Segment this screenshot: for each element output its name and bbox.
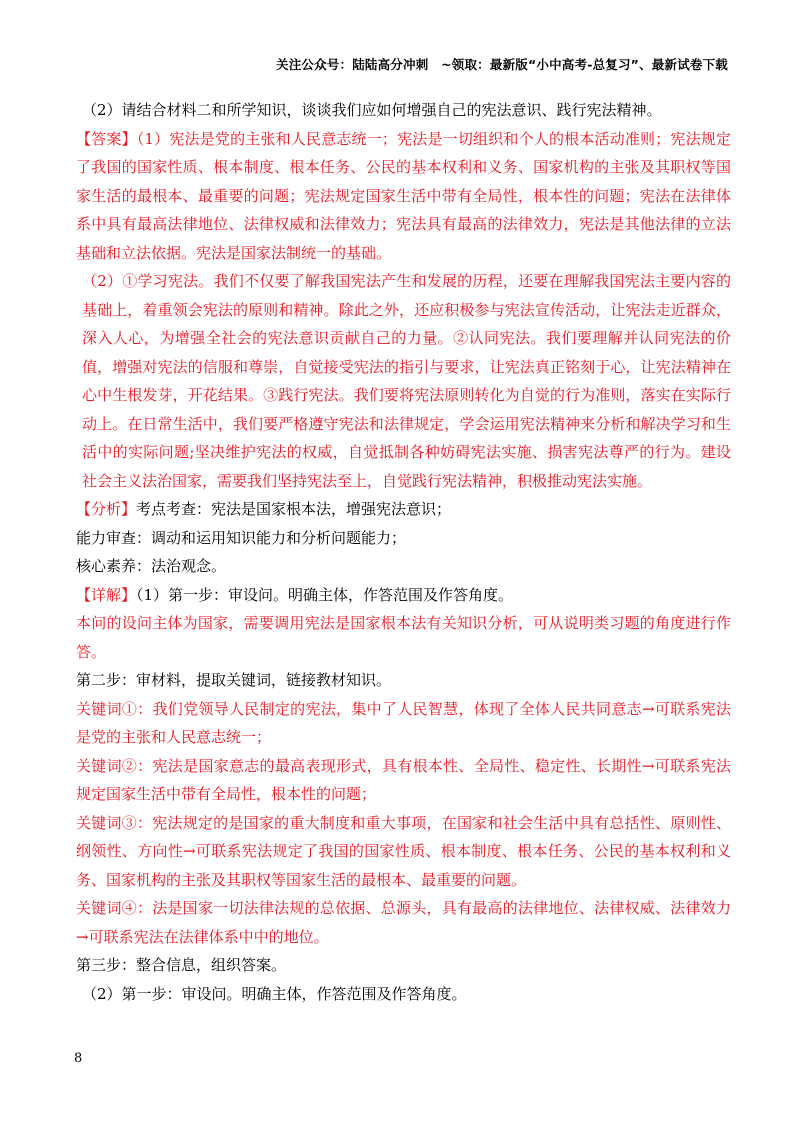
analysis-line-1 (76, 495, 731, 524)
analysis-line-1-text: 考点考查：宪法是国家根本法，增强宪法意识； (136, 500, 452, 518)
analysis-line-3: 核心素养：法治观念。 (76, 557, 227, 575)
page-header: 关注公众号：陆陆高分冲刺 ~领取：最新版“小中高考-总复习”、最新试卷下载 (276, 57, 728, 72)
detail-tag: 【详解】 (76, 585, 137, 604)
detail-step-1-body: 本问的设问主体为国家，需要调用宪法是国家根本法有关知识分析，可从说明类习题的角度进行作答。 (76, 614, 731, 661)
page-number: 8 (74, 1051, 83, 1066)
keyword-2: 关键词②：宪法是国家意志的最高表现形式，具有根本性、全局性、稳定性、长期性→可联系宪法规定国家生活中带有全局性，根本性的问题； (76, 756, 731, 803)
keyword-3: 关键词③：宪法规定的是国家的重大制度和重大事项，在国家和社会生活中具有总括性、原则性、纲领性、方向性→可联系宪法规定了我国的国家性质、根本制度、根本任务、公民的基本权利和义务、国家机构的主张及其职权等国家生活的最根本、最重要的问题。 (76, 813, 731, 889)
question-2: （2）请结合材料二和所学知识，谈谈我们应如何增强自己的宪法意识、践行宪法精神。 (82, 101, 662, 119)
detail-step-2-title: 第二步：审材料，提取关键词，链接教材知识。 (76, 671, 392, 689)
analysis-tag: 【分析】 (76, 500, 137, 518)
answer-part-1 (76, 125, 731, 268)
document-body (76, 96, 731, 1008)
analysis-line-2: 能力审查：调动和运用知识能力和分析问题能力； (76, 528, 407, 547)
detail-step-3-title: 第三步：整合信息，组织答案。 (76, 956, 287, 974)
keyword-4: 关键词④：法是国家一切法律法规的总依据、总源头，具有最高的法律地位、法律权威、法律效力→可联系宪法在法律体系中中的地位。 (76, 899, 731, 946)
keyword-1: 关键词①：我们党领导人民制定的宪法，集中了人民智慧，体现了全体人民共同意志→可联系宪法是党的主张和人民意志统一； (76, 699, 731, 746)
detail-step-1-title-text: （1）第一步：审设问。明确主体，作答范围及作答角度。 (136, 585, 514, 604)
answer-part-1-text: （1）宪法是党的主张和人民意志统一；宪法是一切组织和个人的根本活动准则；宪法规定了我国的国家性质、根本制度、根本任务、公民的基本权利和义务、国家机构的主张及其职权等国家生活的最根本、最重要的问题；宪法规定国家生活中带有全局性，根本性的问题；宪法在法律体系中具有最高法律地位、法律权威和法律效力；宪法具有最高的法律效力，宪法是其他法律的立法基础和立法依据。宪法是国家法制统一的基础。 (76, 129, 731, 262)
detail-part-2-step-1: （2）第一步：审设问。明确主体，作答范围及作答角度。 (82, 984, 467, 1003)
answer-part-2: （2）①学习宪法。我们不仅要了解我国宪法产生和发展的历程，还要在理解我国宪法主要内容的基础上，着重领会宪法的原则和精神。除此之外，还应积极参与宪法宣传活动，让宪法走近群众，深入人心，为增强全社会的宪法意识贡献自己的力量。②认同宪法。我们要理解并认同宪法的价值，增强对宪法的信服和尊崇，自觉接受宪法的指引与要求，让宪法真正铭刻于心，让宪法精神在心中生根发芽，开花结果。③践行宪法。我们要将宪法原则转化为自觉的行为准则，落实在实际行动上。在日常生活中，我们要严格遵守宪法和法律规定，学会运用宪法精神来分析和解决学习和生活中的实际问题;坚决维护宪法的权威，自觉抵制各种妨碍宪法实施、损害宪法尊严的行为。建设社会主义法治国家，需要我们坚持宪法至上，自觉践行宪法精神，积极推动宪法实施。 (82, 272, 731, 490)
answer-tag: 【答案】 (76, 129, 137, 148)
detail-step-1-title (76, 581, 731, 610)
